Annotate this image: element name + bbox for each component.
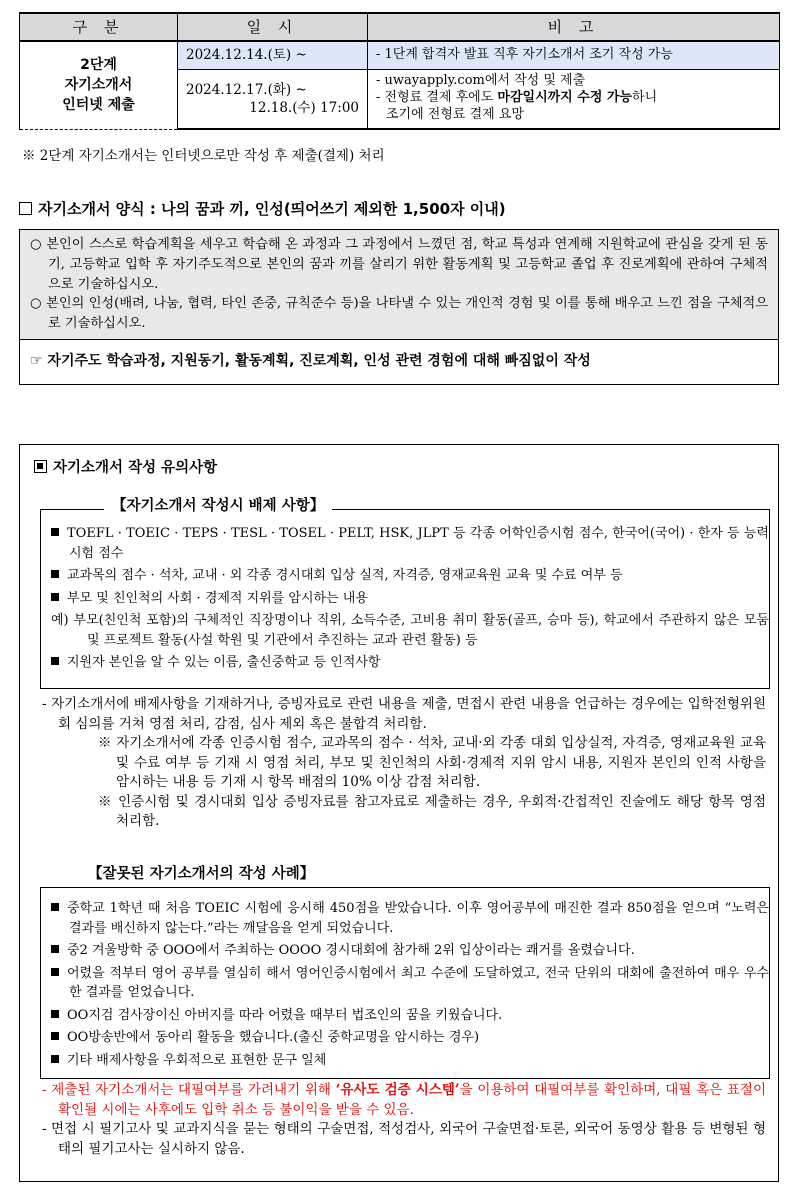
note-line: - uwayapply.com에서 작성 및 제출 xyxy=(376,73,586,89)
note-line: 조기에 전형료 결제 요망 xyxy=(386,107,524,123)
wrong-example-title: 【잘못된 자기소개서의 작성 사례】 xyxy=(80,865,322,885)
note-text: - 전형료 결제 후에도 xyxy=(376,90,498,106)
exclusion-item xyxy=(41,566,769,586)
caution-title-text: 자기소개서 작성 유의사항 xyxy=(53,460,218,476)
caution-box xyxy=(19,444,779,1182)
category-line: 자기소개서 xyxy=(64,77,133,94)
bullet-icon xyxy=(51,593,59,601)
wrong-item xyxy=(41,941,769,961)
note-text: 하니 xyxy=(632,90,658,106)
exclusion-text: 지원자 본인을 알 수 있는 이름, 출신중학교 등 인적사항 xyxy=(67,655,381,670)
header-category: 구 분 xyxy=(20,13,178,41)
question-1: ○ 본인이 스스로 학습계획을 세우고 학습해 온 과정과 그 과정에서 느꼈던 점, 학교 특성과 연계해 지원학교에 관심을 갖게 된 동기, 고등학교 입학 후 자기주도적으로 본인의 꿈과 끼를 살리기 위한 활동계획 및 고등학교 졸업 후 진로계획에 관하여 구체적으로 기술하십시오. xyxy=(30,237,768,292)
header-remarks: 비 고 xyxy=(368,13,780,41)
schedule-table xyxy=(19,12,780,130)
header-datetime: 일 시 xyxy=(178,13,368,41)
category-line: 2단계 xyxy=(80,56,117,73)
wrong-text: 중학교 1학년 때 처음 TOEIC 시험에 응시해 450점을 받았습니다. 이후 영어공부에 매진한 결과 850점을 얻으며 “노력은 결과를 배신하지 않는다.”라는 깨달음을 얻게 되었습니다. xyxy=(67,901,769,936)
bullet-icon xyxy=(51,1010,59,1018)
form-questions xyxy=(20,230,778,340)
exclusion-example: 예) 부모(친인척 포함)의 구체적인 직장명이나 직위, 소득수준, 고비용 취미 활동(골프, 승마 등), 학교에서 주관하지 않은 모둠 및 프로젝트 활동(사설 학원 및 기관에서 추진하는 교과 관련 활동) 등 xyxy=(51,613,769,648)
exclusion-text: 교과목의 점수 · 석차, 교내 · 외 각종 경시대회 입상 실적, 자격증, 영재교육원 교육 및 수료 여부 등 xyxy=(67,568,623,583)
wrong-item xyxy=(41,1051,769,1071)
plagiarism-note xyxy=(34,1081,766,1120)
submit-note xyxy=(368,69,780,129)
exclusion-text: TOEFL · TOEIC · TEPS · TESL · TOSEL · PELT, HSK, JLPT 등 각종 어학인증시험 점수, 한국어(국어) · 한자 등 능력시험 점수 xyxy=(67,526,769,561)
bullet-icon xyxy=(51,528,59,536)
plag-text: 을 이용하여 대필여부를 확인하며, 대필 혹은 표절이 확인될 시에는 사후에도 입학 취소 등 불이익을 받을 수 있음. xyxy=(58,1082,766,1118)
bullet-icon xyxy=(51,1055,59,1063)
wrong-text: 어렸을 적부터 영어 공부를 열심히 해서 영어인증시험에서 최고 수준에 도달하였고, 전국 단위의 대회에 출전하여 매우 우수한 결과를 얻었습니다. xyxy=(67,965,769,1000)
submit-date-start: 2024.12.17.(화) ~ xyxy=(186,81,307,98)
submit-date xyxy=(178,69,368,129)
bullet-icon xyxy=(51,570,59,578)
category-line: 인터넷 제출 xyxy=(62,97,135,114)
interview-note: - 면접 시 필기고사 및 교과지식을 묻는 형태의 구술면접, 적성검사, 외국어 구술면접·토론, 외국어 동영상 활용 등 변형된 형태의 필기고사는 실시하지 않음. xyxy=(42,1121,766,1157)
wrong-text: 기타 배제사항을 우회적으로 표현한 문구 일체 xyxy=(67,1052,327,1068)
wrong-item xyxy=(41,1006,769,1026)
penalty-section xyxy=(34,695,766,832)
wrong-text: OO지검 검사장이신 아버지를 따라 어렸을 때부터 법조인의 꿈을 키웠습니다. xyxy=(67,1007,503,1023)
star-note-1: ※ 자기소개서에 각종 인증시험 점수, 교과목의 점수 · 석차, 교내·외 각종 대회 입상실적, 자격증, 영재교육원 교육 및 수료 여부 등 기재 시 영점 처리, 부모 및 친인척의 사회·경제적 지위 암시 내용, 지원자 본인의 인적 사항을 암시하는 내용 등 기재 시 항목 배점의 10% 이상 감점 처리함. xyxy=(98,735,766,791)
exclusion-item xyxy=(41,589,769,609)
wrong-text: OO방송반에서 동아리 활동을 했습니다.(출신 중학교명을 암시하는 경우) xyxy=(67,1030,480,1045)
form-tip: ☞ 자기주도 학습과정, 지원동기, 활동계획, 진로계획, 인성 관련 경험에 대해 빠짐없이 작성 xyxy=(30,352,591,369)
note-line xyxy=(376,90,771,107)
submission-note: ※ 2단계 자기소개서는 인터넷으로만 작성 후 제출(결제) 처리 xyxy=(22,148,385,164)
bullet-icon xyxy=(51,657,59,665)
bottom-notes xyxy=(34,1081,766,1159)
penalty-text: - 자기소개서에 배제사항을 기재하거나, 증빙자료로 관련 내용을 제출, 면접시 관련 내용을 언급하는 경우에는 입학전형위원회 심의를 거쳐 영점 처리, 감점, 심사 제외 혹은 불합격 처리함. xyxy=(42,696,766,732)
wrong-text: 중2 겨울방학 중 OOO에서 주최하는 OOOO 경시대회에 참가해 2위 입상이라는 쾌거를 올렸습니다. xyxy=(67,943,635,958)
submit-date-end: 12.18.(수) 17:00 xyxy=(249,99,359,116)
wrong-item xyxy=(41,899,769,938)
form-heading-text: 자기소개서 양식 : 나의 꿈과 끼, 인성(띄어쓰기 제외한 1,500자 이내) xyxy=(38,200,506,218)
wrong-example-box xyxy=(40,887,770,1079)
bullet-icon xyxy=(51,968,59,976)
category-cell xyxy=(20,41,178,129)
wrong-item xyxy=(41,964,769,1003)
exclusion-text: 부모 및 친인척의 사회 · 경제적 지위를 암시하는 내용 xyxy=(67,590,368,606)
star-note-2: ※ 인증시험 및 경시대회 입상 증빙자료를 참고자료로 제출하는 경우, 우회적·간접적인 진술에도 해당 항목 영점 처리함. xyxy=(98,793,766,830)
plag-bold: ‘유사도 검증 시스템’ xyxy=(335,1082,460,1098)
form-box xyxy=(19,229,779,385)
wrong-item xyxy=(41,1028,769,1048)
bullet-icon xyxy=(51,1032,59,1040)
form-heading xyxy=(19,199,506,219)
note-bold: 마감일시까지 수정 가능 xyxy=(497,90,633,106)
plag-text: - 제출된 자기소개서는 대필여부를 가려내기 위해 xyxy=(42,1082,336,1098)
exclusion-box xyxy=(40,509,770,689)
exclusion-item xyxy=(41,653,769,673)
caution-title xyxy=(34,459,217,479)
checkbox-square-icon xyxy=(19,202,32,215)
bullet-icon xyxy=(51,945,59,953)
filled-square-icon xyxy=(34,460,47,473)
question-2: ○ 본인의 인성(배려, 나눔, 협력, 타인 존중, 규칙준수 등)을 나타낼 수 있는 개인적 경험 및 이를 통해 배우고 느낀 점을 구체적으로 기술하십시오. xyxy=(30,296,768,332)
early-note: - 1단계 합격자 발표 직후 자기소개서 조기 작성 가능 xyxy=(368,41,780,69)
early-date: 2024.12.14.(토) ~ xyxy=(178,41,368,69)
exclusion-title: 【자기소개서 작성시 배제 사항】 xyxy=(104,497,332,517)
bullet-icon xyxy=(51,903,59,911)
exclusion-item xyxy=(41,524,769,563)
